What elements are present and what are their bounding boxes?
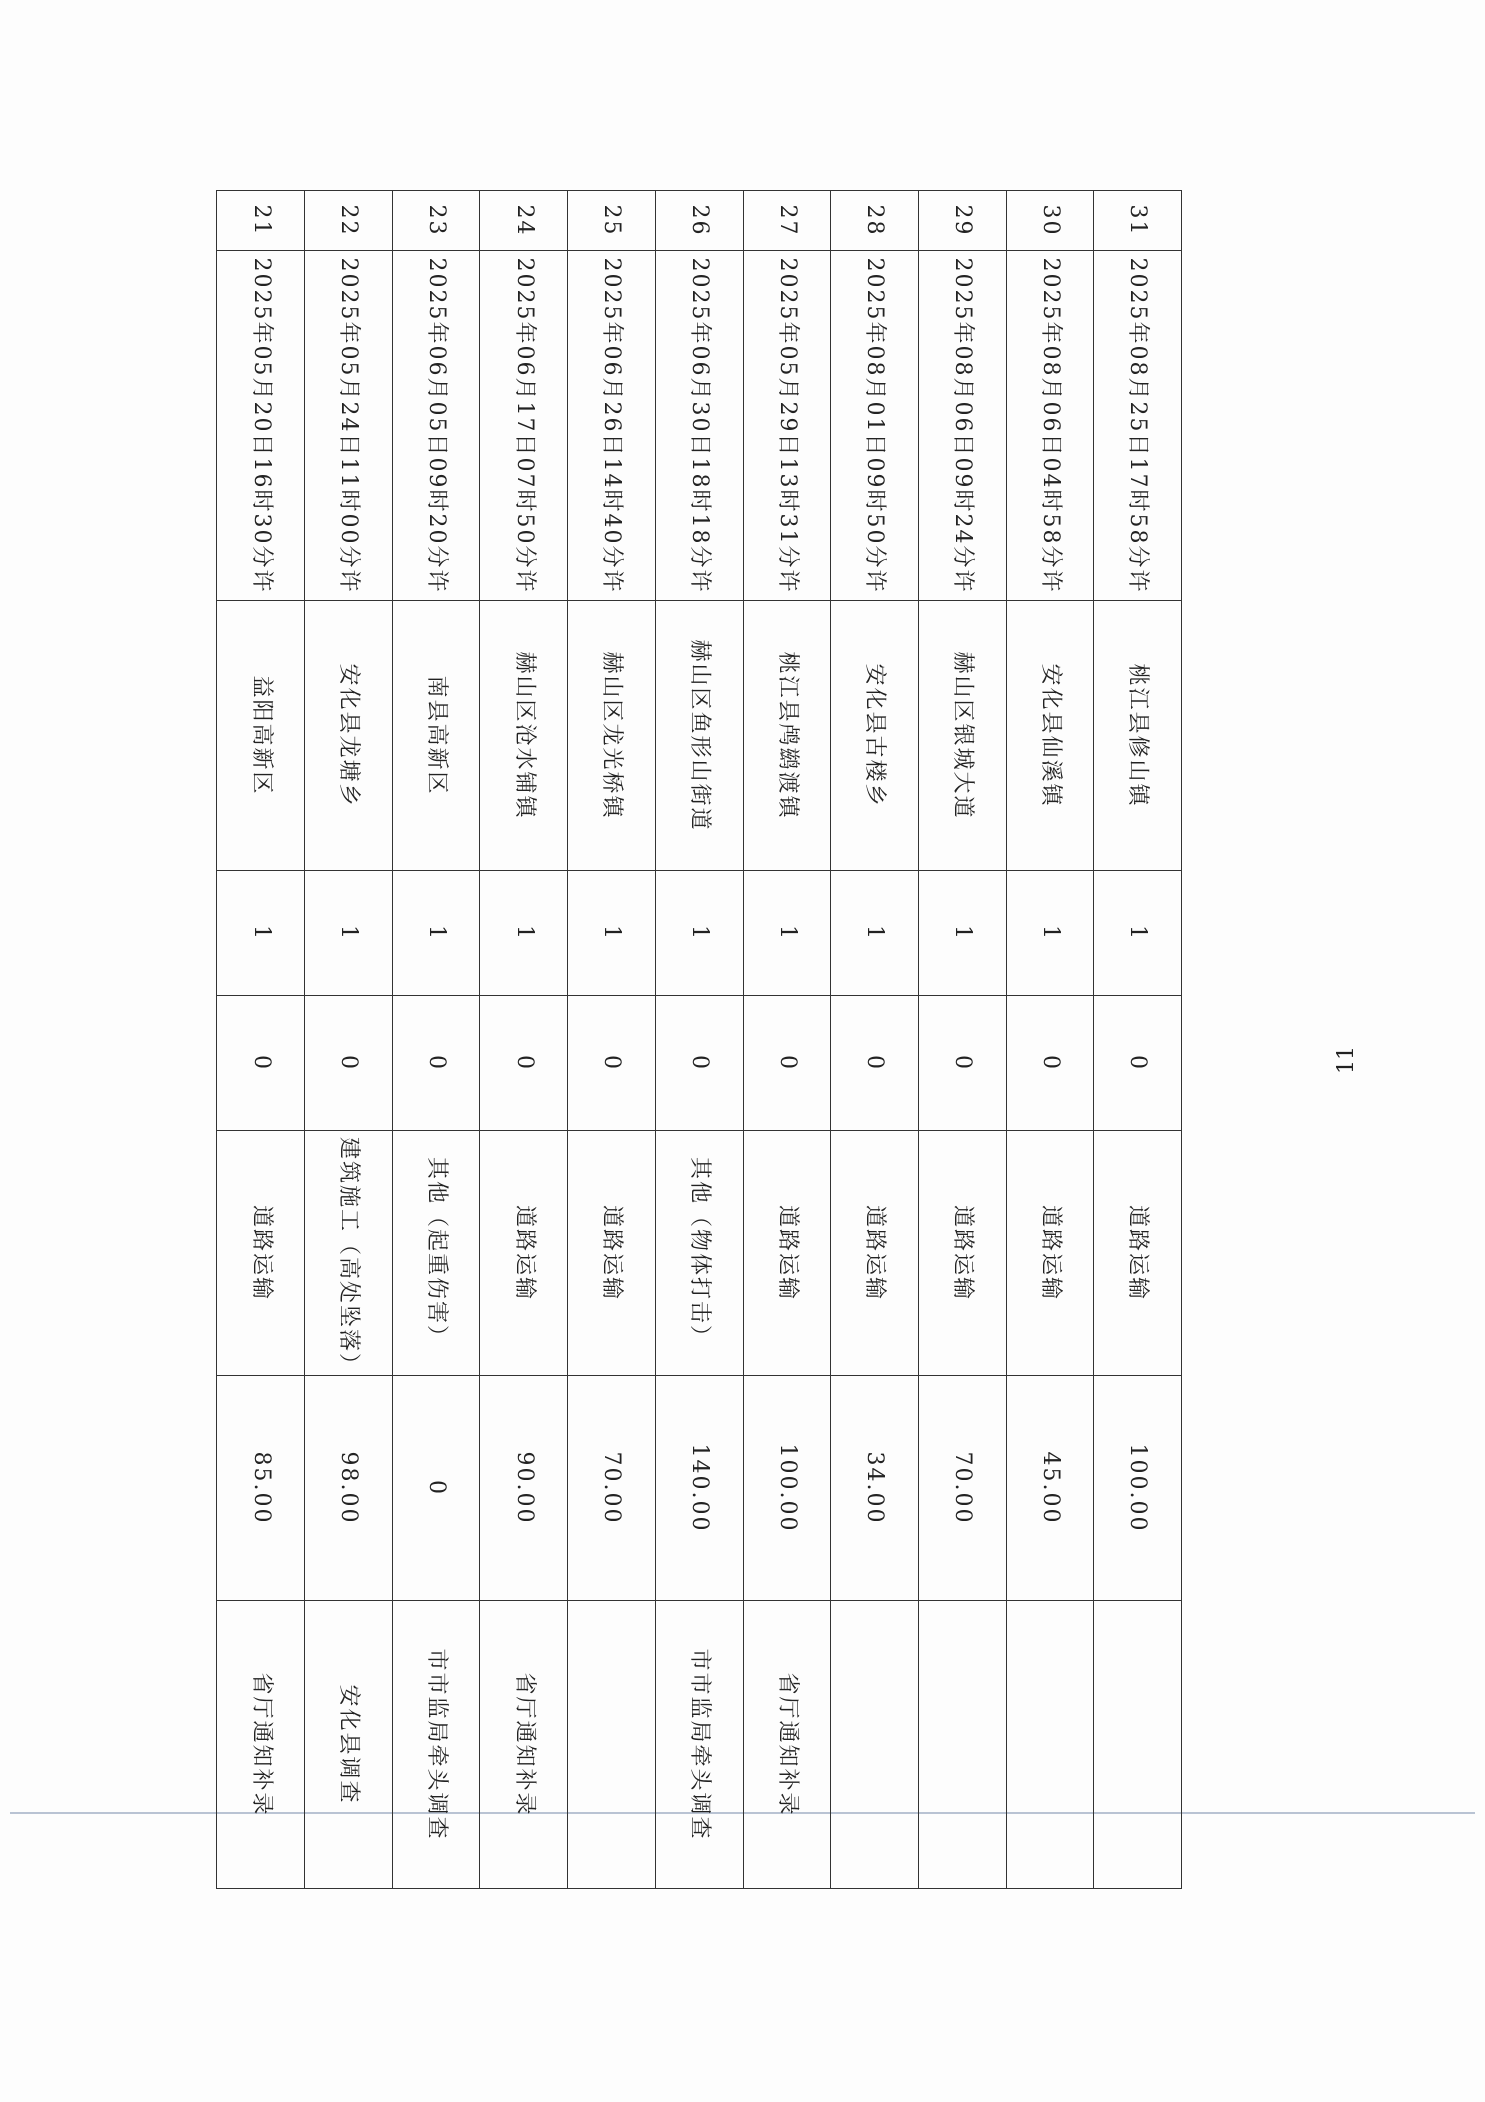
count-cell: 1 bbox=[568, 871, 656, 996]
category-cell: 建筑施工（高处坠落） bbox=[305, 1131, 393, 1376]
category-cell: 道路运输 bbox=[918, 1131, 1006, 1376]
rotated-table-container bbox=[217, 190, 1182, 1888]
time-cell: 2025年05月20日16时30分许 bbox=[217, 251, 305, 601]
deaths-cell: 0 bbox=[480, 996, 568, 1131]
count-cell: 1 bbox=[480, 871, 568, 996]
table-row bbox=[217, 191, 305, 1889]
table-row bbox=[480, 191, 568, 1889]
deaths-cell: 0 bbox=[568, 996, 656, 1131]
amount-cell: 70.00 bbox=[918, 1376, 1006, 1601]
time-cell: 2025年06月17日07时50分许 bbox=[480, 251, 568, 601]
location-cell: 赫山区龙光桥镇 bbox=[568, 601, 656, 871]
category-cell: 道路运输 bbox=[217, 1131, 305, 1376]
amount-cell: 140.00 bbox=[655, 1376, 743, 1601]
location-cell: 桃江县鸬鹚渡镇 bbox=[743, 601, 831, 871]
count-cell: 1 bbox=[831, 871, 919, 996]
time-cell: 2025年08月06日09时24分许 bbox=[918, 251, 1006, 601]
category-cell: 其他（起重伤害） bbox=[392, 1131, 480, 1376]
amount-cell: 100.00 bbox=[743, 1376, 831, 1601]
page-number: 11 bbox=[1333, 1046, 1359, 1074]
table-row bbox=[1094, 191, 1182, 1889]
location-cell: 赫山区银城大道 bbox=[918, 601, 1006, 871]
deaths-cell: 0 bbox=[305, 996, 393, 1131]
time-cell: 2025年06月05日09时20分许 bbox=[392, 251, 480, 601]
accident-table bbox=[216, 190, 1182, 1889]
count-cell: 1 bbox=[1094, 871, 1182, 996]
amount-cell: 85.00 bbox=[217, 1376, 305, 1601]
count-cell: 1 bbox=[1006, 871, 1094, 996]
note-cell: 省厅通知补录 bbox=[217, 1601, 305, 1889]
category-cell: 其他（物体打击） bbox=[655, 1131, 743, 1376]
location-cell: 赫山区沧水铺镇 bbox=[480, 601, 568, 871]
time-cell: 2025年08月01日09时50分许 bbox=[831, 251, 919, 601]
deaths-cell: 0 bbox=[918, 996, 1006, 1131]
category-cell: 道路运输 bbox=[568, 1131, 656, 1376]
amount-cell: 45.00 bbox=[1006, 1376, 1094, 1601]
row-number-cell: 30 bbox=[1006, 191, 1094, 251]
row-number-cell: 31 bbox=[1094, 191, 1182, 251]
note-cell bbox=[831, 1601, 919, 1889]
row-number-cell: 22 bbox=[305, 191, 393, 251]
amount-cell: 0 bbox=[392, 1376, 480, 1601]
note-cell bbox=[1006, 1601, 1094, 1889]
note-cell: 省厅通知补录 bbox=[480, 1601, 568, 1889]
row-number-cell: 28 bbox=[831, 191, 919, 251]
location-cell: 安化县古楼乡 bbox=[831, 601, 919, 871]
location-cell: 安化县仙溪镇 bbox=[1006, 601, 1094, 871]
location-cell: 赫山区鱼形山街道 bbox=[655, 601, 743, 871]
table-row bbox=[831, 191, 919, 1889]
category-cell: 道路运输 bbox=[743, 1131, 831, 1376]
category-cell: 道路运输 bbox=[1094, 1131, 1182, 1376]
location-cell: 安化县龙塘乡 bbox=[305, 601, 393, 871]
category-cell: 道路运输 bbox=[480, 1131, 568, 1376]
deaths-cell: 0 bbox=[743, 996, 831, 1131]
row-number-cell: 23 bbox=[392, 191, 480, 251]
note-cell: 市市监局牵头调查 bbox=[392, 1601, 480, 1889]
time-cell: 2025年06月26日14时40分许 bbox=[568, 251, 656, 601]
deaths-cell: 0 bbox=[1006, 996, 1094, 1131]
row-number-cell: 21 bbox=[217, 191, 305, 251]
category-cell: 道路运输 bbox=[831, 1131, 919, 1376]
row-number-cell: 26 bbox=[655, 191, 743, 251]
count-cell: 1 bbox=[392, 871, 480, 996]
table-body bbox=[217, 191, 1182, 1889]
time-cell: 2025年05月24日11时00分许 bbox=[305, 251, 393, 601]
table-row bbox=[918, 191, 1006, 1889]
amount-cell: 70.00 bbox=[568, 1376, 656, 1601]
deaths-cell: 0 bbox=[1094, 996, 1182, 1131]
count-cell: 1 bbox=[918, 871, 1006, 996]
row-number-cell: 29 bbox=[918, 191, 1006, 251]
location-cell: 益阳高新区 bbox=[217, 601, 305, 871]
time-cell: 2025年08月25日17时58分许 bbox=[1094, 251, 1182, 601]
row-number-cell: 24 bbox=[480, 191, 568, 251]
amount-cell: 98.00 bbox=[305, 1376, 393, 1601]
note-cell: 安化县调查 bbox=[305, 1601, 393, 1889]
deaths-cell: 0 bbox=[392, 996, 480, 1131]
table-row bbox=[655, 191, 743, 1889]
amount-cell: 34.00 bbox=[831, 1376, 919, 1601]
count-cell: 1 bbox=[305, 871, 393, 996]
note-cell bbox=[1094, 1601, 1182, 1889]
time-cell: 2025年05月29日13时31分许 bbox=[743, 251, 831, 601]
row-number-cell: 27 bbox=[743, 191, 831, 251]
count-cell: 1 bbox=[217, 871, 305, 996]
time-cell: 2025年06月30日18时18分许 bbox=[655, 251, 743, 601]
amount-cell: 90.00 bbox=[480, 1376, 568, 1601]
deaths-cell: 0 bbox=[831, 996, 919, 1131]
note-cell bbox=[918, 1601, 1006, 1889]
table-row bbox=[392, 191, 480, 1889]
row-number-cell: 25 bbox=[568, 191, 656, 251]
deaths-cell: 0 bbox=[217, 996, 305, 1131]
location-cell: 桃江县修山镇 bbox=[1094, 601, 1182, 871]
table-row bbox=[1006, 191, 1094, 1889]
table-row bbox=[568, 191, 656, 1889]
deaths-cell: 0 bbox=[655, 996, 743, 1131]
count-cell: 1 bbox=[743, 871, 831, 996]
table-row bbox=[743, 191, 831, 1889]
count-cell: 1 bbox=[655, 871, 743, 996]
time-cell: 2025年08月06日04时58分许 bbox=[1006, 251, 1094, 601]
note-cell bbox=[568, 1601, 656, 1889]
location-cell: 南县高新区 bbox=[392, 601, 480, 871]
category-cell: 道路运输 bbox=[1006, 1131, 1094, 1376]
note-cell: 市市监局牵头调查 bbox=[655, 1601, 743, 1889]
note-cell: 省厅通知补录 bbox=[743, 1601, 831, 1889]
table-row bbox=[305, 191, 393, 1889]
amount-cell: 100.00 bbox=[1094, 1376, 1182, 1601]
